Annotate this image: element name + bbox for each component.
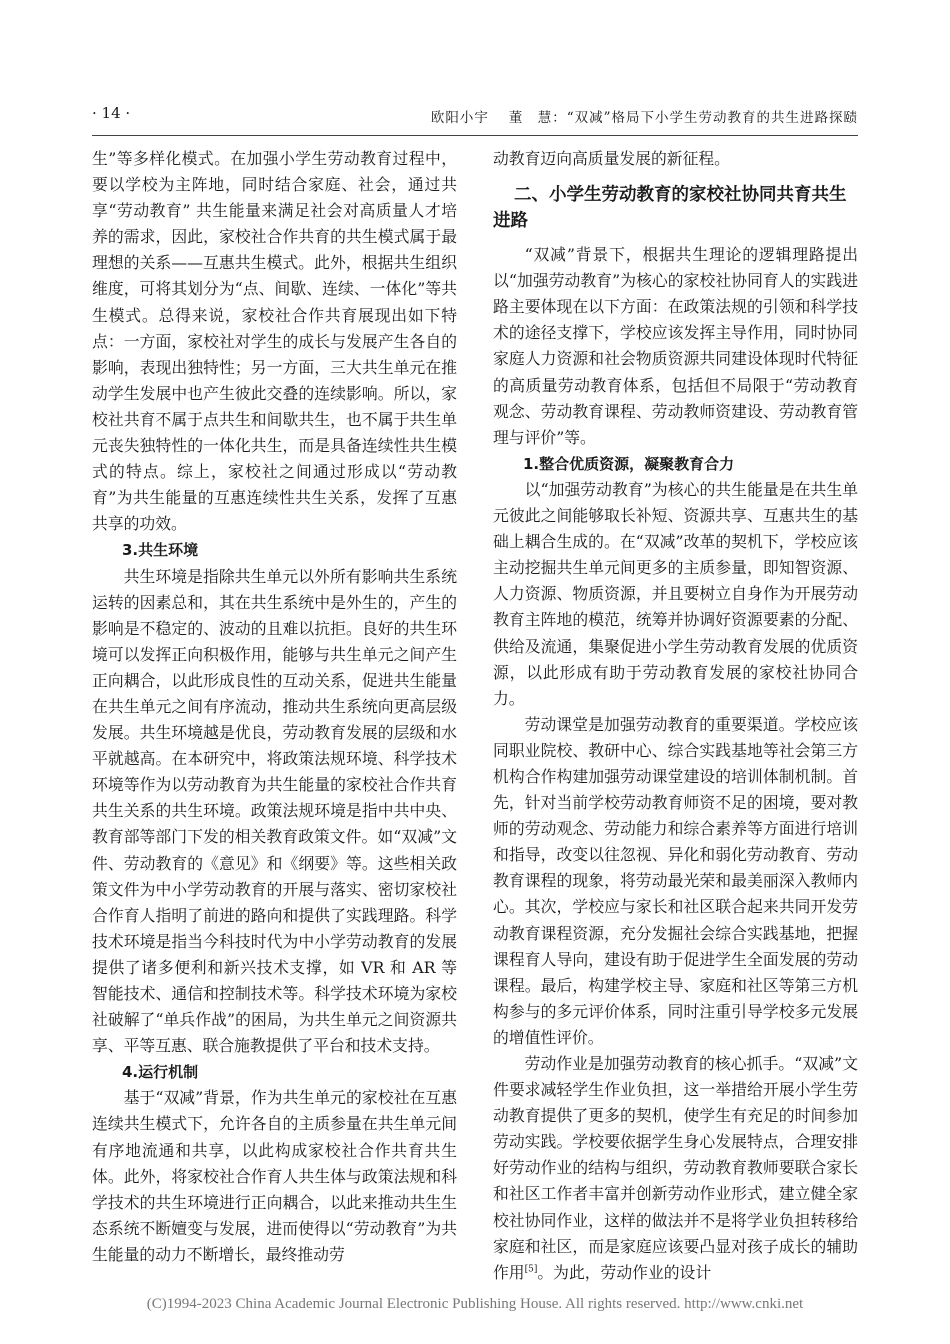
paragraph: [493, 1051, 858, 1286]
paragraph: 基于“双减”背景，作为共生单元的家校社在互惠连续共生模式下，允许各自的主质参量在共生单元间有序地流通和共享，以此构成家校社合作共育共生体。此外，将家校社合作育人共生体与政策法规和科学技术的共生环境进行正向耦合，以此来推动共生生态系统不断嬗变与发展，进而使得以“劳动教育”为共生能量的动力不断增长，最终推动劳: [92, 1088, 457, 1264]
running-header: [92, 104, 858, 132]
header-divider: [92, 135, 858, 136]
paragraph: 共生环境是指除共生单元以外所有影响共生系统运转的因素总和，其在共生系统中是外生的，产生的影响是不稳定的、波动的且难以抗拒。良好的共生环境可以发挥正向积极作用，能够与共生单元之间产生正向耦合，以此形成良性的互动关系，促进共生能量在共生单元之间有序流动，推动共生系统向更高层级发展。共生环境越是优良，劳动教育发展的层级和水平就越高。在本研究中，将政策法规环境、科学技术环境等作为以劳动教育为共生能量的家校社合作共育共生关系的共生环境。政策法规环境是指中共中央、教育部等部门下发的相关教育政策文件。如“双减”文件、劳动教育的《意见》和《纲要》等。这些相关政策文件为中小学劳动教育的开展与落实、密切家校社合作育人指明了前进的路向和提供了实践理路。科学技术环境是指当今科技时代为中小学劳动教育的发展提供了诸多便利和新兴技术支撑，如 VR 和 AR 等智能技术、通信和控制技术等。科学技术环境为家校社破解了“单兵作战”的困局，为共生单元之间资源共享、平等互惠、联合施教提供了平台和技术支持。: [92, 566, 457, 1056]
subsection-heading-mechanism: 4.运行机制: [122, 1063, 199, 1082]
paragraph: “双减”背景下，根据共生理论的逻辑理路提出以“加强劳动教育”为核心的家校社协同育人的实践进路主要体现在以下方面：在政策法规的引领和科学技术的途径支撑下，学校应该发挥主导作用，同时协同家庭人力资源和社会物质资源共同建设体现时代特征的高质量劳动教育体系，包括但不局限于“劳动教育观念、劳动教育课程、劳动教师资建设、劳动教育管理与评价”等。: [493, 245, 858, 447]
section-heading: 二、小学生劳动教育的家校社协同共育共生进路: [493, 185, 847, 232]
right-column: [493, 146, 858, 1286]
paragraph: 生”等多样化模式。在加强小学生劳动教育过程中，要以学校为主阵地，同时结合家庭、社会，通过共享“劳动教育” 共生能量来满足社会对高质量人才培养的需求，因此，家校社合作共育的共生模式属于最理想的关系——互惠共生模式。此外，根据共生组织维度，可将其划分为“点、间歇、连续、一体化”等共生模式。总得来说，家校社合作共育展现出如下特点：一方面，家校社对学生的成长与发展产生各自的影响，表现出独特性；另一方面，三大共生单元在推动学生发展中也产生彼此交叠的连续影响。所以，家校社共育不属于点共生和间歇共生，也不属于共生单元丧失独特性的一体化共生，而是具备连续性共生模式的特点。综上，家校社之间通过形成以“劳动教育”为共生能量的互惠连续性共生关系，发挥了互惠共享的功效。: [92, 149, 457, 534]
paragraph: 动教育迈向高质量发展的新征程。: [493, 149, 730, 168]
subsection-heading-environment: 3.共生环境: [122, 541, 199, 560]
citation-reference[interactable]: [5]: [524, 1264, 538, 1275]
paragraph: 劳动课堂是加强劳动教育的重要渠道。学校应该同职业院校、教研中心、综合实践基地等社会第三方机构合作构建加强劳动课堂建设的培训体制机制。首先，针对当前学校劳动教育师资不足的困境，要对教师的劳动观念、劳动能力和综合素养等方面进行培训和指导，改变以往忽视、异化和弱化劳动教育、劳动教育课程的现象，将劳动最光荣和最美丽深入教师内心。其次，学校应与家长和社区联合起来共同开发劳动教育课程资源，充分发掘社会综合实践基地，把握课程育人导向，建设有助于促进学生全面发展的劳动课程。最后，构建学校主导、家庭和社区等第三方机构参与的多元评价体系，同时注重引导学校多元发展的增值性评价。: [493, 714, 858, 1047]
paragraph-text: 劳动作业是加强劳动教育的核心抓手。“双减”文件要求减轻学生作业负担，这一举措给开展小学生劳动教育提供了更多的契机，使学生有充足的时间参加劳动实践。学校要依据学生身心发展特点，合理安排好劳动作业的结构与组织，劳动教育教师要联合家长和社区工作者丰富并创新劳动作业形式，建立健全家校社协同作业，这样的做法并不是将学业负担转移给家庭和社区，而是家庭应该要凸显对孩子成长的辅助作用: [493, 1054, 858, 1282]
paragraph: 以“加强劳动教育”为核心的共生能量是在共生单元彼此之间能够取长补短、资源共享、互惠共生的基础上耦合生成的。在“双减”改革的契机下，学校应该主动挖掘共生单元间更多的主质参量，即知智资源、人力资源、物质资源，并且要树立自身作为开展劳动教育主阵地的模范，统筹并协调好资源要素的分配、供给及流通，集聚促进小学生劳动教育发展的优质资源，以此形成有助于劳动教育发展的家校社协同合力。: [493, 479, 858, 708]
running-title: 欧阳小宇 董 慧：“双减”格局下小学生劳动教育的共生进路探赜: [430, 110, 858, 126]
subsection-heading-resources: 1.整合优质资源，凝聚教育合力: [523, 454, 735, 473]
page-number: · 14 ·: [92, 104, 131, 122]
copyright-footer: (C)1994-2023 China Academic Journal Electronic Publishing House. All rights reserved. http://www.cnki.net: [146, 1296, 804, 1312]
left-column: [92, 146, 457, 1268]
paragraph-text-tail: 。为此，劳动作业的设计: [537, 1262, 712, 1282]
